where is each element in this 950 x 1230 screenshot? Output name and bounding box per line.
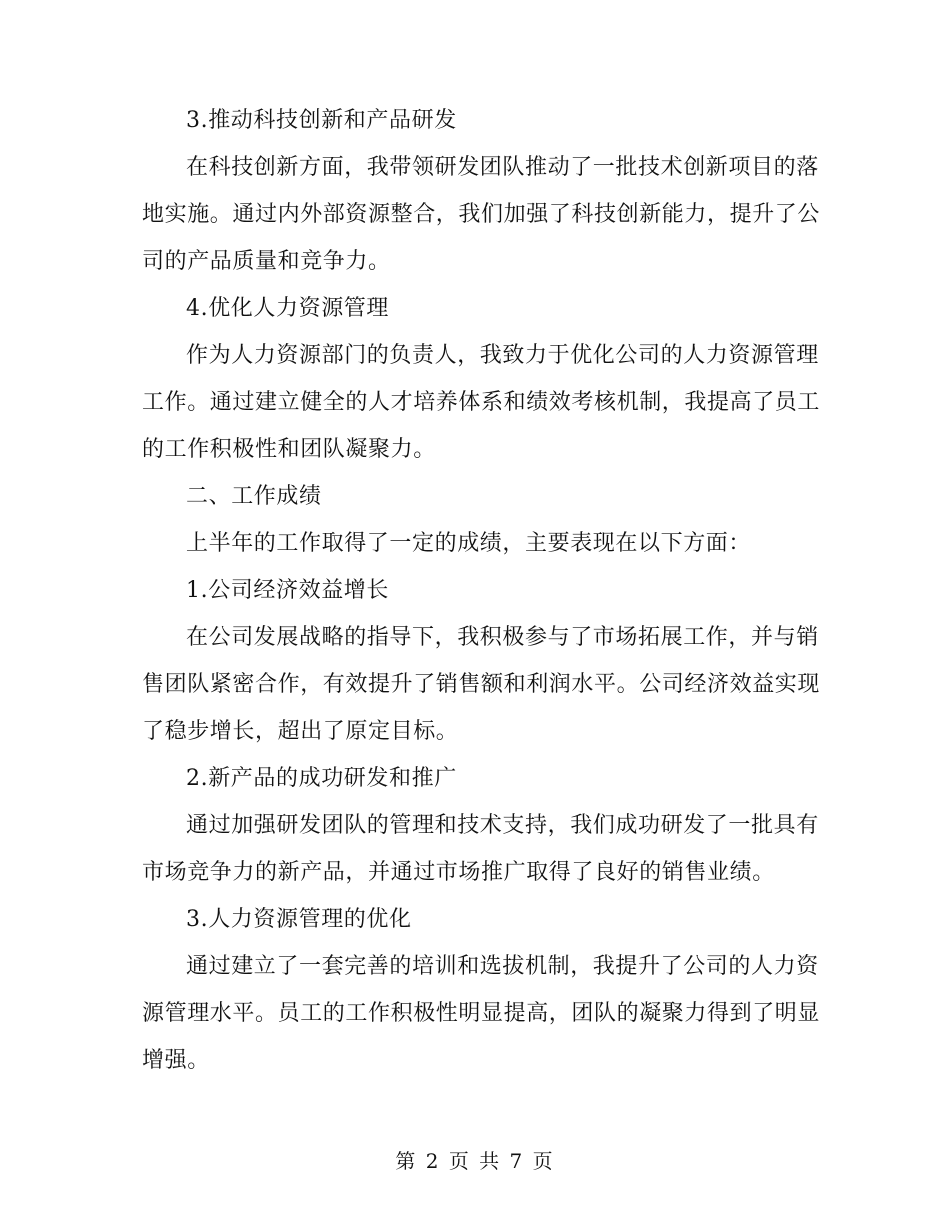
paragraph-line: 在科技创新方面，我带领研发团队推动了一批技术创新项目的落	[186, 155, 819, 180]
paragraph-line: 售团队紧密合作，有效提升了销售额和利润水平。公司经济效益实现	[142, 672, 821, 697]
paragraph-line: 通过加强研发团队的管理和技术支持，我们成功研发了一批具有	[186, 813, 819, 838]
section-heading-hr-management: 3.人力资源管理的优化	[186, 907, 412, 932]
paragraph-line: 了稳步增长，超出了原定目标。	[142, 719, 459, 744]
section-heading-tech-innovation: 3.推动科技创新和产品研发	[186, 108, 457, 133]
paragraph-line: 通过建立了一套完善的培训和选拔机制，我提升了公司的人力资	[186, 954, 819, 979]
paragraph-line: 市场竞争力的新产品，并通过市场推广取得了良好的销售业绩。	[142, 860, 775, 885]
paragraph-line: 上半年的工作取得了一定的成绩，主要表现在以下方面：	[186, 531, 752, 556]
paragraph-line: 源管理水平。员工的工作积极性明显提高，团队的凝聚力得到了明显	[142, 1001, 821, 1026]
paragraph-line: 增强。	[142, 1048, 210, 1073]
paragraph-line: 的工作积极性和团队凝聚力。	[142, 437, 436, 462]
paragraph-line: 地实施。通过内外部资源整合，我们加强了科技创新能力，提升了公	[142, 202, 821, 227]
section-heading-hr-optimization: 4.优化人力资源管理	[186, 296, 389, 321]
paragraph-line: 工作。通过建立健全的人才培养体系和绩效考核机制，我提高了员工	[142, 390, 821, 415]
page-number-footer: 第 2 页 共 7 页	[395, 1149, 555, 1173]
paragraph-line: 作为人力资源部门的负责人，我致力于优化公司的人力资源管理	[186, 343, 819, 368]
section-heading-economic-growth: 1.公司经济效益增长	[186, 578, 389, 603]
paragraph-line: 司的产品质量和竞争力。	[142, 249, 391, 274]
chapter-heading-achievements: 二、工作成绩	[186, 484, 322, 509]
section-heading-new-products: 2.新产品的成功研发和推广	[186, 766, 457, 791]
paragraph-line: 在公司发展战略的指导下，我积极参与了市场拓展工作，并与销	[186, 625, 819, 650]
